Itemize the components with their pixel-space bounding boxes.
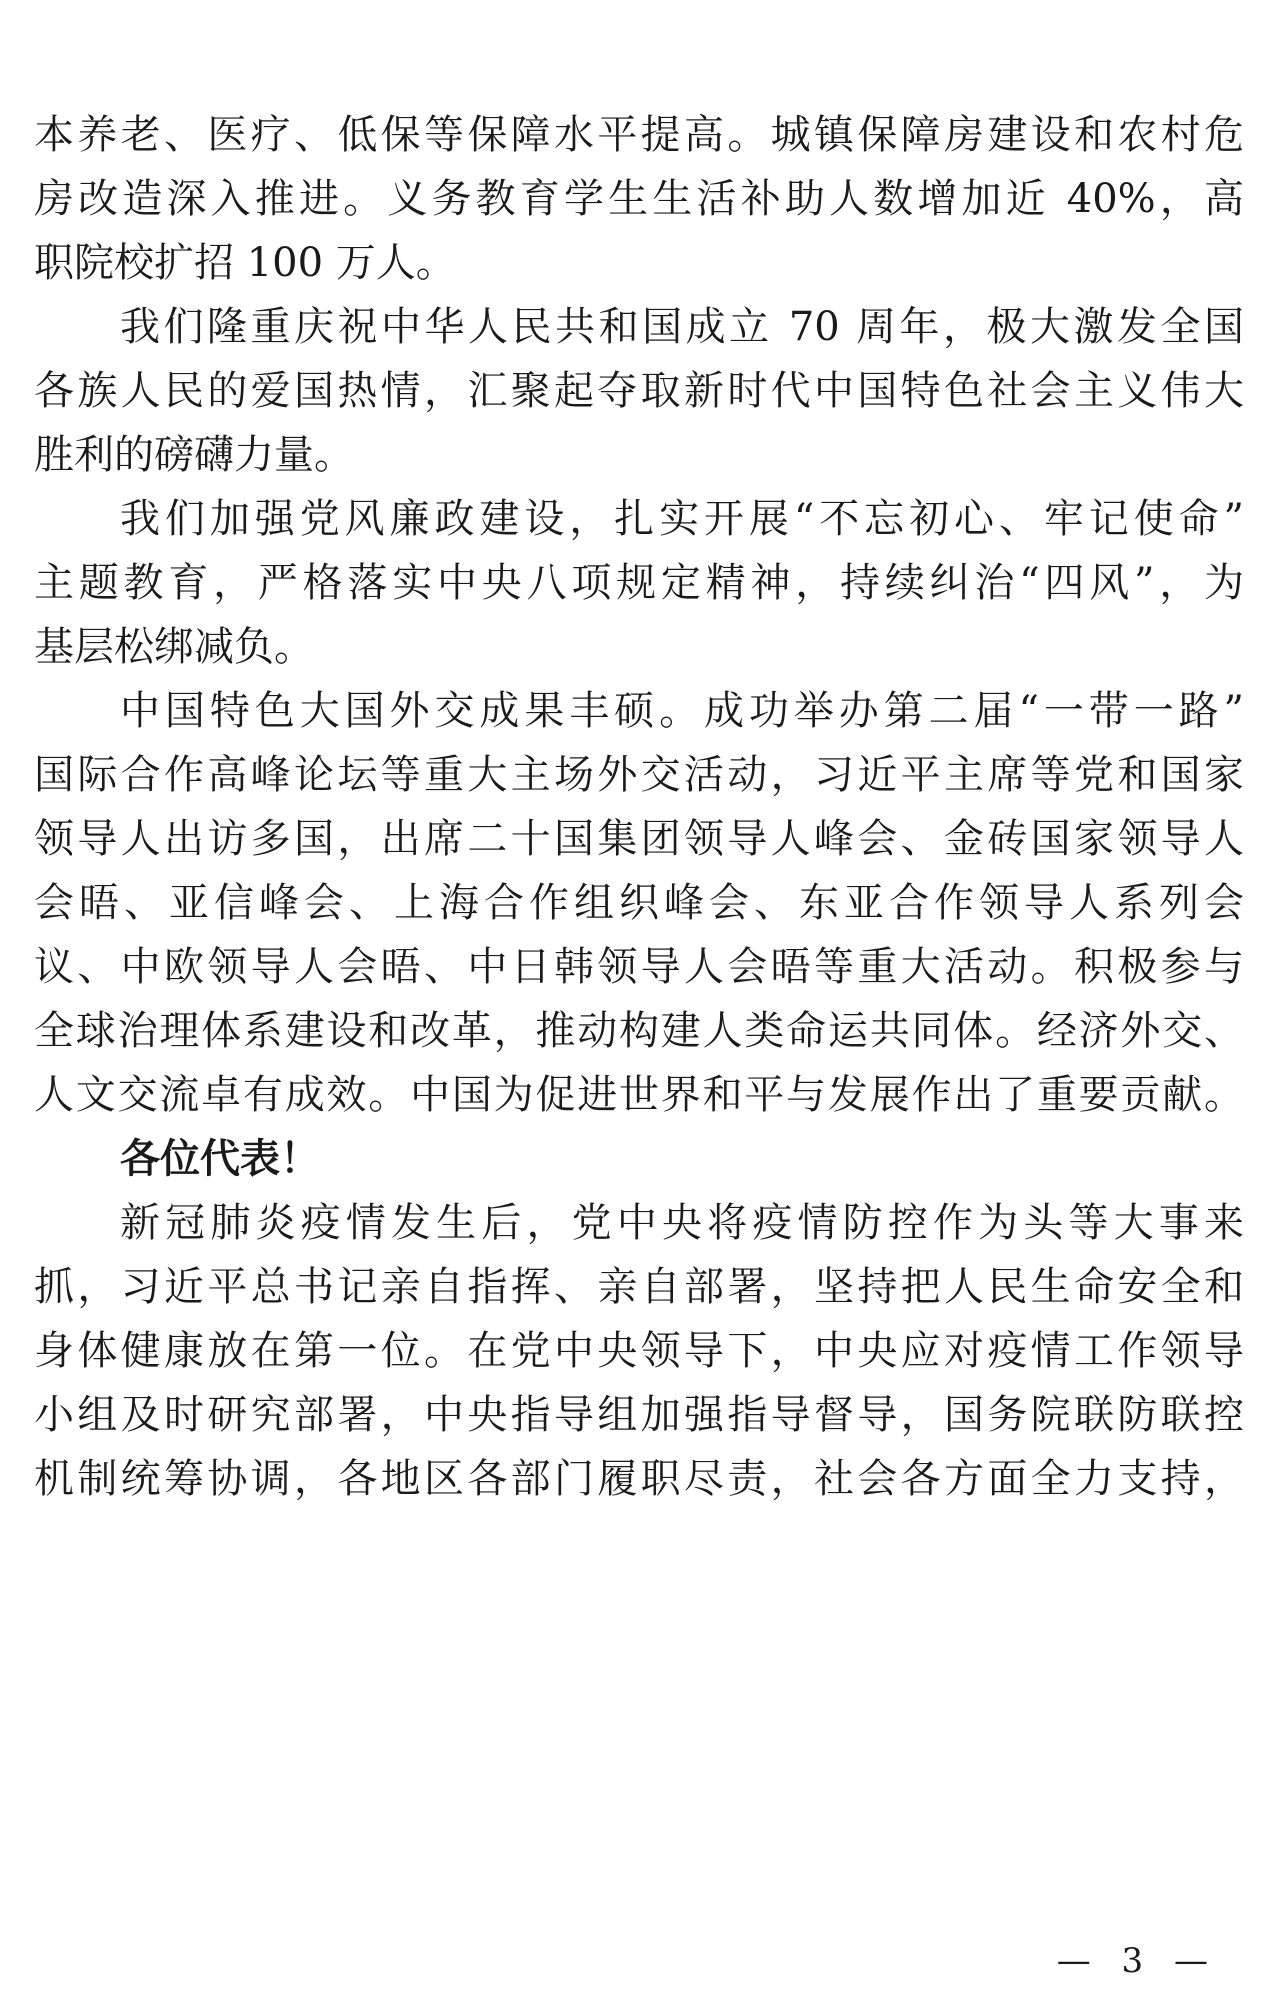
text-line: 国际合作高峰论坛等重大主场外交活动，习近平主席等党和国家 <box>34 752 1244 798</box>
text-line: 胜利的磅礴力量。 <box>34 432 354 478</box>
section-heading: 各位代表！ <box>120 1136 320 1182</box>
text-line: 议、中欧领导人会晤、中日韩领导人会晤等重大活动。积极参与 <box>34 944 1244 990</box>
text-line: 全球治理体系建设和改革，推动构建人类命运共同体。经济外交、 <box>34 1008 1244 1054</box>
text-line: 本养老、医疗、低保等保障水平提高。城镇保障房建设和农村危 <box>34 112 1244 158</box>
text-line: 基层松绑减负。 <box>34 624 314 670</box>
text-line: 中国特色大国外交成果丰硕。成功举办第二届“一带一路” <box>120 688 1244 734</box>
text-line: 机制统筹协调，各地区各部门履职尽责，社会各方面全力支持， <box>34 1456 1244 1502</box>
text-line: 人文交流卓有成效。中国为促进世界和平与发展作出了重要贡献。 <box>34 1072 1244 1118</box>
page-number: — 3 — <box>1056 1941 1218 1981</box>
text-line: 领导人出访多国，出席二十国集团领导人峰会、金砖国家领导人 <box>34 816 1244 862</box>
text-line: 职院校扩招 100 万人。 <box>34 240 456 286</box>
text-line: 我们加强党风廉政建设，扎实开展“不忘初心、牢记使命” <box>120 496 1244 542</box>
text-line: 新冠肺炎疫情发生后，党中央将疫情防控作为头等大事来 <box>120 1200 1244 1246</box>
text-line: 抓，习近平总书记亲自指挥、亲自部署，坚持把人民生命安全和 <box>34 1264 1244 1310</box>
text-line: 会晤、亚信峰会、上海合作组织峰会、东亚合作领导人系列会 <box>34 880 1244 926</box>
text-line: 主题教育，严格落实中央八项规定精神，持续纠治“四风”，为 <box>34 560 1244 606</box>
text-line: 我们隆重庆祝中华人民共和国成立 70 周年，极大激发全国 <box>120 304 1244 350</box>
text-line: 各族人民的爱国热情，汇聚起夺取新时代中国特色社会主义伟大 <box>34 368 1244 414</box>
text-line: 身体健康放在第一位。在党中央领导下，中央应对疫情工作领导 <box>34 1328 1244 1374</box>
text-line: 小组及时研究部署，中央指导组加强指导督导，国务院联防联控 <box>34 1392 1244 1438</box>
text-line: 房改造深入推进。义务教育学生生活补助人数增加近 40%，高 <box>34 176 1244 222</box>
